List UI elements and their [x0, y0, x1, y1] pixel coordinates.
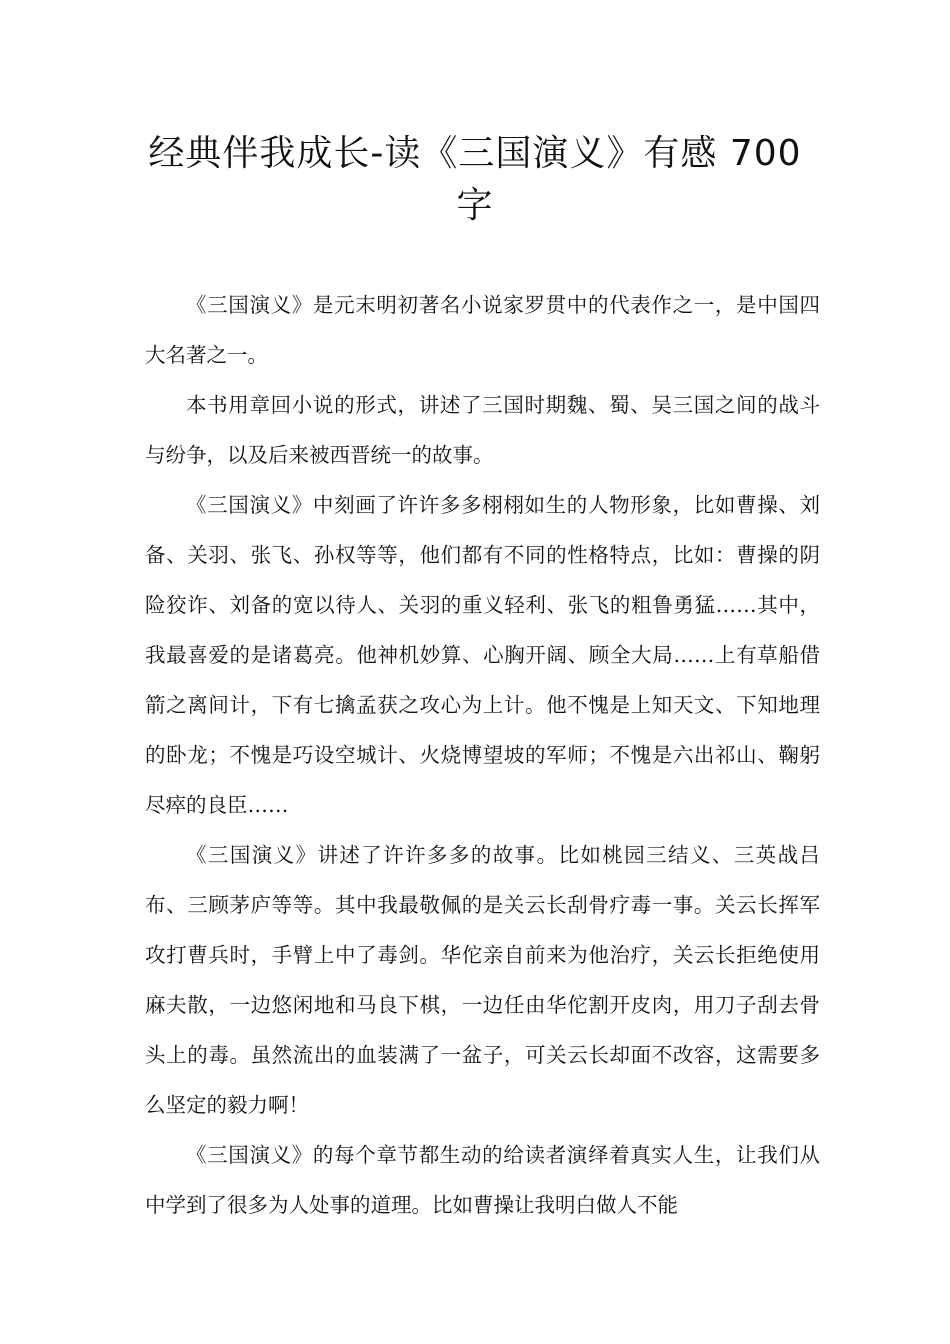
page-title: 经典伴我成长-读《三国演义》有感 700 字	[148, 133, 802, 226]
paragraph-5: 《三国演义》的每个章节都生动的给读者演绎着真实人生，让我们从中学到了很多为人处事的道理。比如曹操让我明白做人不能	[145, 1143, 820, 1217]
paragraph-3: 《三国演义》中刻画了许许多多栩栩如生的人物形象，比如曹操、刘备、关羽、张飞、孙权等等，他们都有不同的性格特点，比如：曹操的阴险狡诈、刘备的宽以待人、关羽的重义轻利、张飞的粗鲁勇猛……其中，我最喜爱的是诸葛亮。他神机妙算、心胸开阔、顾全大局……上有草船借箭之离间计，下有七擒孟获之攻心为上计。他不愧是上知天文、下知地理的卧龙；不愧是巧设空城计、火烧博望坡的军师；不愧是六出祁山、鞠躬尽瘁的良臣……	[145, 493, 820, 817]
paragraph-2: 本书用章回小说的形式，讲述了三国时期魏、蜀、吴三国之间的战斗与纷争，以及后来被西晋统一的故事。	[145, 393, 820, 467]
paragraph-4: 《三国演义》讲述了许许多多的故事。比如桃园三结义、三英战吕布、三顾茅庐等等。其中我最敬佩的是关云长刮骨疗毒一事。关云长挥军攻打曹兵时，手臂上中了毒剑。华佗亲自前来为他治疗，关云长拒绝使用麻夫散，一边悠闲地和马良下棋，一边任由华佗割开皮肉，用刀子刮去骨头上的毒。虽然流出的血装满了一盆子，可关云长却面不改容，这需要多么坚定的毅力啊！	[145, 843, 820, 1117]
document-body	[145, 280, 820, 1230]
paragraph-1: 《三国演义》是元末明初著名小说家罗贯中的代表作之一，是中国四大名著之一。	[145, 293, 820, 367]
